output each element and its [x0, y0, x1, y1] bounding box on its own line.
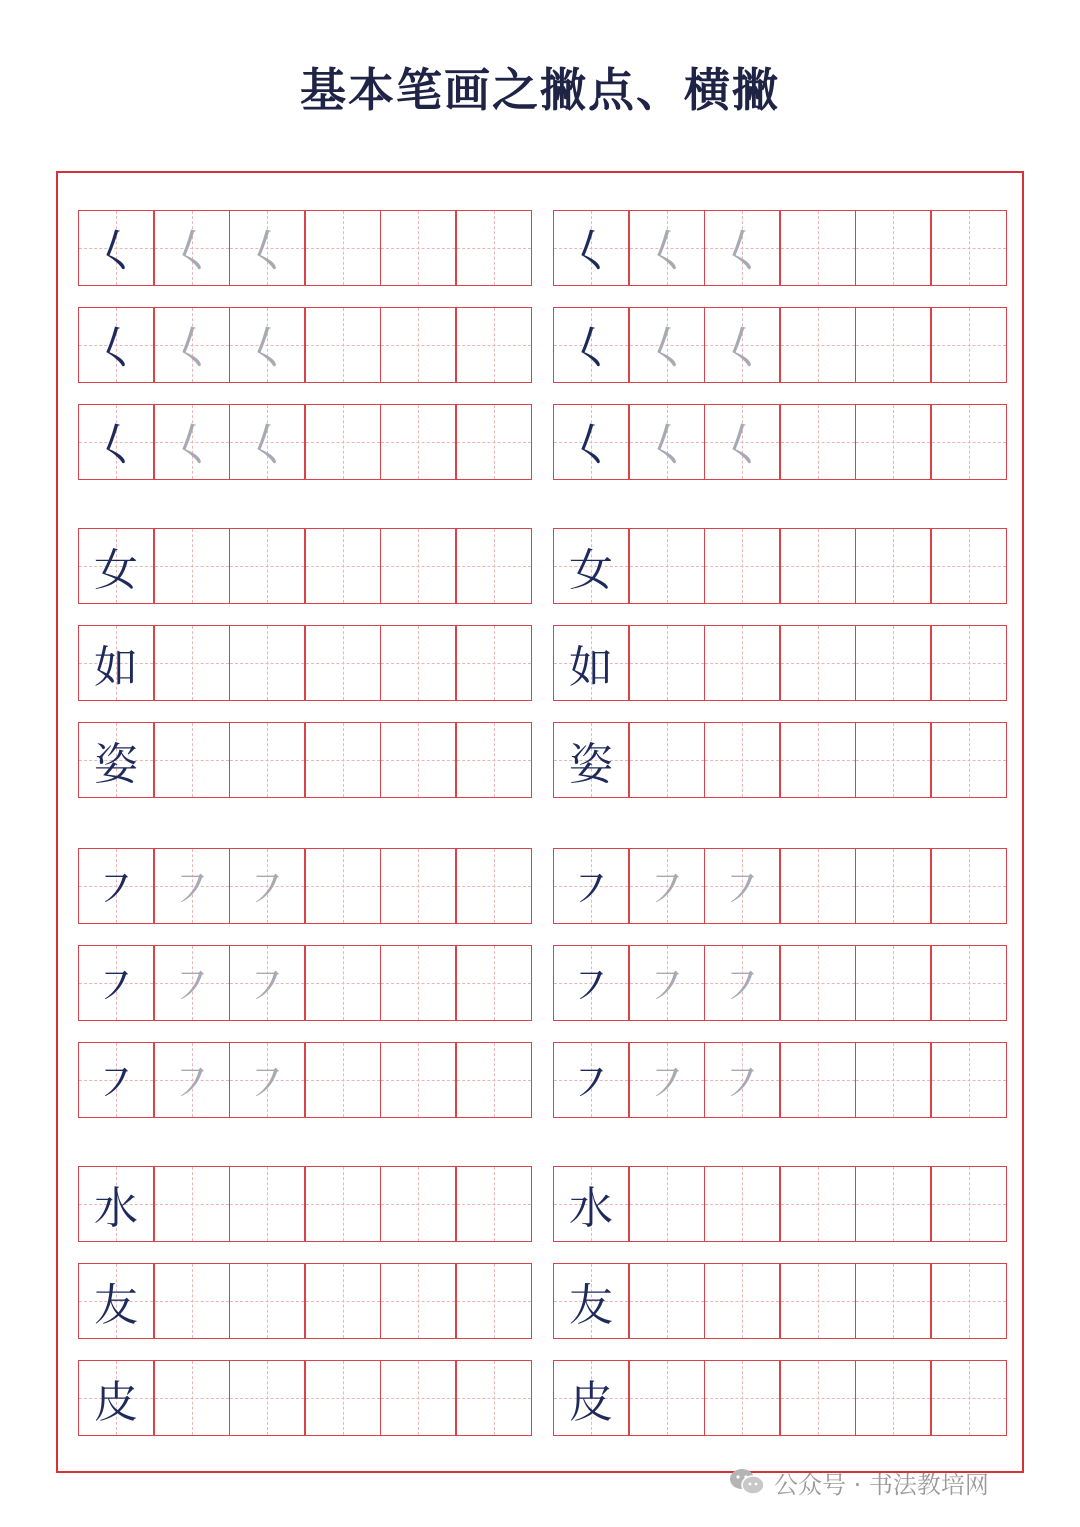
trace-glyph: 𡿨: [719, 224, 765, 278]
model-glyph: 如: [94, 642, 138, 693]
model-glyph: 水: [94, 1183, 138, 1234]
model-cell: [553, 722, 629, 798]
model-cell: [78, 1360, 154, 1436]
practice-cell: [629, 404, 705, 480]
practice-cell: [629, 528, 705, 604]
practice-cell: [629, 945, 705, 1021]
practice-cell: [855, 1042, 931, 1118]
practice-cell: [855, 1166, 931, 1242]
model-cell: [553, 625, 629, 701]
trace-glyph: 𡿨: [169, 321, 215, 375]
model-cell: [553, 945, 629, 1021]
practice-cell: [629, 1166, 705, 1242]
practice-cell: [780, 1263, 856, 1339]
practice-cell: [456, 404, 532, 480]
practice-cell: [154, 848, 230, 924]
practice-cell: [780, 528, 856, 604]
practice-cell: [305, 1360, 381, 1436]
practice-cell: [380, 210, 456, 286]
practice-cell: [305, 1042, 381, 1118]
model-glyph: 𡿨: [568, 321, 614, 375]
practice-cell: [380, 848, 456, 924]
model-cell: [553, 404, 629, 480]
practice-cell: [380, 1263, 456, 1339]
practice-cell: [704, 1166, 780, 1242]
practice-cell: [931, 945, 1007, 1021]
trace-glyph: ㇇: [644, 1056, 690, 1110]
practice-cell: [855, 1360, 931, 1436]
practice-cell: [154, 722, 230, 798]
trace-glyph: 𡿨: [644, 224, 690, 278]
practice-cell: [305, 404, 381, 480]
practice-cell: [380, 404, 456, 480]
model-cell: [78, 307, 154, 383]
trace-glyph: ㇇: [169, 862, 215, 916]
practice-cell: [456, 210, 532, 286]
watermark: [728, 1462, 989, 1502]
trace-glyph: ㇇: [244, 862, 290, 916]
practice-cell: [154, 945, 230, 1021]
practice-cell: [305, 1263, 381, 1339]
practice-cell: [229, 307, 305, 383]
practice-cell: [629, 1042, 705, 1118]
model-glyph: 女: [569, 545, 613, 596]
practice-cell: [855, 625, 931, 701]
practice-cell: [154, 528, 230, 604]
practice-cell: [305, 848, 381, 924]
practice-cell: [629, 848, 705, 924]
model-glyph: ㇇: [93, 1056, 139, 1110]
practice-cell: [855, 848, 931, 924]
practice-cell: [855, 945, 931, 1021]
practice-cell: [931, 1042, 1007, 1118]
practice-cell: [305, 528, 381, 604]
model-glyph: ㇇: [93, 959, 139, 1013]
practice-cell: [780, 210, 856, 286]
model-cell: [553, 1042, 629, 1118]
model-glyph: 姿: [94, 739, 138, 790]
model-cell: [78, 528, 154, 604]
practice-cell: [931, 1166, 1007, 1242]
practice-cell: [456, 625, 532, 701]
practice-cell: [855, 404, 931, 480]
trace-glyph: ㇇: [719, 862, 765, 916]
practice-cell: [931, 210, 1007, 286]
model-glyph: 水: [569, 1183, 613, 1234]
practice-cell: [629, 625, 705, 701]
trace-glyph: ㇇: [169, 959, 215, 1013]
page-title: 基本笔画之撇点、横撇: [300, 63, 780, 117]
practice-cell: [931, 1360, 1007, 1436]
practice-cell: [629, 210, 705, 286]
practice-cell: [229, 625, 305, 701]
practice-cell: [305, 307, 381, 383]
practice-cell: [154, 1042, 230, 1118]
model-glyph: 𡿨: [93, 224, 139, 278]
model-cell: [553, 307, 629, 383]
practice-cell: [704, 945, 780, 1021]
model-cell: [78, 1042, 154, 1118]
trace-glyph: 𡿨: [169, 418, 215, 472]
practice-cell: [380, 945, 456, 1021]
practice-cell: [305, 1166, 381, 1242]
practice-cell: [704, 1042, 780, 1118]
practice-cell: [229, 210, 305, 286]
practice-cell: [229, 1042, 305, 1118]
practice-cell: [855, 528, 931, 604]
practice-cell: [305, 625, 381, 701]
trace-glyph: 𡿨: [169, 224, 215, 278]
practice-cell: [154, 625, 230, 701]
trace-glyph: ㇇: [719, 1056, 765, 1110]
practice-cell: [229, 722, 305, 798]
watermark-text: 公众号 · 书法教培网: [774, 1470, 989, 1499]
model-cell: [78, 848, 154, 924]
practice-cell: [704, 625, 780, 701]
practice-cell: [154, 307, 230, 383]
model-cell: [553, 210, 629, 286]
practice-cell: [229, 1166, 305, 1242]
practice-cell: [629, 307, 705, 383]
trace-glyph: 𡿨: [719, 418, 765, 472]
practice-cell: [855, 210, 931, 286]
model-glyph: ㇇: [568, 862, 614, 916]
practice-cell: [780, 307, 856, 383]
practice-cell: [456, 1166, 532, 1242]
practice-cell: [456, 1042, 532, 1118]
practice-cell: [380, 528, 456, 604]
model-cell: [78, 722, 154, 798]
model-glyph: 皮: [569, 1377, 613, 1428]
practice-cell: [780, 945, 856, 1021]
practice-cell: [229, 1263, 305, 1339]
practice-cell: [380, 722, 456, 798]
model-glyph: 𡿨: [568, 418, 614, 472]
model-glyph: 友: [569, 1280, 613, 1331]
practice-cell: [704, 1263, 780, 1339]
practice-cell: [780, 1042, 856, 1118]
practice-cell: [154, 1263, 230, 1339]
model-cell: [553, 1263, 629, 1339]
practice-cell: [229, 1360, 305, 1436]
trace-glyph: 𡿨: [244, 418, 290, 472]
trace-glyph: 𡿨: [644, 321, 690, 375]
model-glyph: ㇇: [568, 1056, 614, 1110]
practice-cell: [931, 848, 1007, 924]
model-cell: [78, 1263, 154, 1339]
trace-glyph: ㇇: [719, 959, 765, 1013]
practice-cell: [456, 848, 532, 924]
practice-cell: [305, 722, 381, 798]
trace-glyph: 𡿨: [244, 224, 290, 278]
practice-cell: [380, 307, 456, 383]
model-cell: [78, 404, 154, 480]
practice-cell: [704, 848, 780, 924]
model-cell: [78, 945, 154, 1021]
model-cell: [553, 1360, 629, 1436]
practice-cell: [629, 722, 705, 798]
practice-cell: [380, 1042, 456, 1118]
practice-cell: [931, 307, 1007, 383]
practice-cell: [931, 1263, 1007, 1339]
model-glyph: 友: [94, 1280, 138, 1331]
practice-cell: [229, 848, 305, 924]
model-cell: [78, 210, 154, 286]
practice-cell: [456, 722, 532, 798]
model-cell: [78, 625, 154, 701]
practice-cell: [855, 1263, 931, 1339]
practice-cell: [780, 1360, 856, 1436]
practice-cell: [780, 848, 856, 924]
model-cell: [553, 528, 629, 604]
trace-glyph: 𡿨: [644, 418, 690, 472]
practice-cell: [629, 1263, 705, 1339]
practice-cell: [855, 307, 931, 383]
trace-glyph: ㇇: [244, 1056, 290, 1110]
practice-cell: [154, 1360, 230, 1436]
practice-cell: [780, 404, 856, 480]
practice-cell: [305, 945, 381, 1021]
model-glyph: 如: [569, 642, 613, 693]
practice-cell: [704, 307, 780, 383]
trace-glyph: ㇇: [644, 862, 690, 916]
practice-cell: [380, 1360, 456, 1436]
practice-cell: [931, 722, 1007, 798]
trace-glyph: ㇇: [244, 959, 290, 1013]
practice-cell: [931, 625, 1007, 701]
model-cell: [553, 848, 629, 924]
model-glyph: 皮: [94, 1377, 138, 1428]
model-glyph: 𡿨: [93, 321, 139, 375]
wechat-icon: [728, 1467, 766, 1497]
model-glyph: ㇇: [568, 959, 614, 1013]
practice-cell: [380, 625, 456, 701]
practice-cell: [704, 1360, 780, 1436]
trace-glyph: 𡿨: [719, 321, 765, 375]
practice-cell: [780, 722, 856, 798]
practice-cell: [629, 1360, 705, 1436]
practice-cell: [229, 404, 305, 480]
practice-cell: [780, 1166, 856, 1242]
practice-cell: [456, 307, 532, 383]
practice-cell: [855, 722, 931, 798]
practice-cell: [229, 945, 305, 1021]
practice-cell: [456, 528, 532, 604]
practice-cell: [229, 528, 305, 604]
trace-glyph: ㇇: [644, 959, 690, 1013]
model-cell: [553, 1166, 629, 1242]
model-glyph: 姿: [569, 739, 613, 790]
practice-cell: [704, 722, 780, 798]
practice-cell: [456, 945, 532, 1021]
practice-cell: [704, 404, 780, 480]
practice-cell: [456, 1263, 532, 1339]
trace-glyph: ㇇: [169, 1056, 215, 1110]
model-cell: [78, 1166, 154, 1242]
practice-cell: [931, 528, 1007, 604]
practice-cell: [305, 210, 381, 286]
practice-cell: [380, 1166, 456, 1242]
practice-cell: [154, 210, 230, 286]
model-glyph: 女: [94, 545, 138, 596]
practice-cell: [704, 528, 780, 604]
practice-cell: [456, 1360, 532, 1436]
practice-cell: [780, 625, 856, 701]
model-glyph: 𡿨: [93, 418, 139, 472]
practice-cell: [154, 404, 230, 480]
model-glyph: ㇇: [93, 862, 139, 916]
practice-cell: [704, 210, 780, 286]
practice-cell: [154, 1166, 230, 1242]
model-glyph: 𡿨: [568, 224, 614, 278]
practice-cell: [931, 404, 1007, 480]
trace-glyph: 𡿨: [244, 321, 290, 375]
